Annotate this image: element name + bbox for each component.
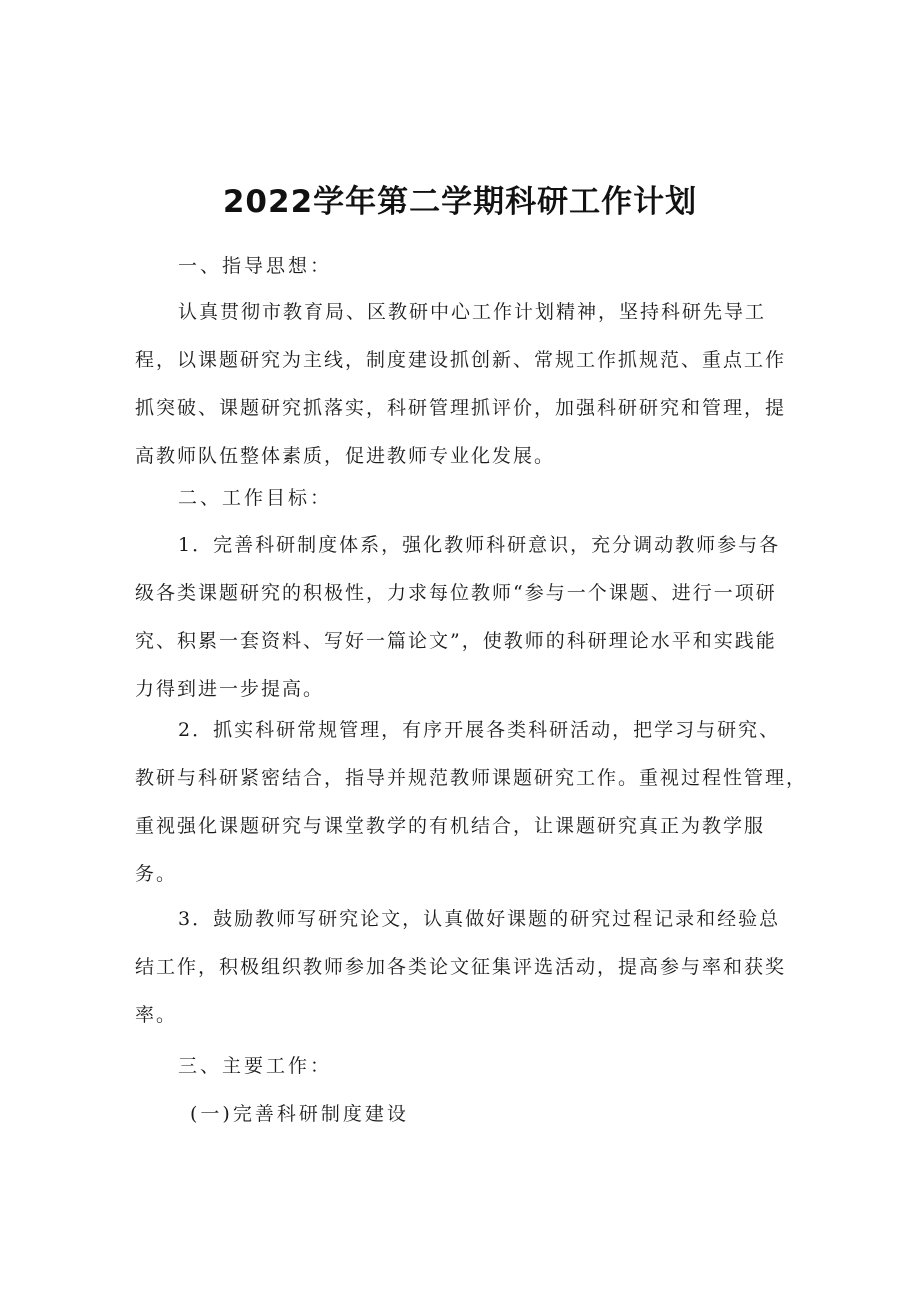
paragraph-line: 3．鼓励教师写研究论文，认真做好课题的研究过程记录和经验总: [178, 908, 781, 930]
section2-heading: 二、工作目标：: [178, 487, 333, 509]
page-title: 2022学年第二学期科研工作计划: [222, 184, 698, 220]
paragraph-line: 认真贯彻市教育局、区教研中心工作计划精神，坚持科研先导工: [178, 301, 767, 323]
paragraph-line: 2．抓实科研常规管理，有序开展各类科研活动，把学习与研究、: [178, 719, 781, 741]
paragraph-line: 力得到进一步提高。: [135, 678, 325, 700]
section3-heading: 三、主要工作：: [178, 1055, 333, 1077]
paragraph-line: 究、积累一套资料、写好一篇论文”，使教师的科研理论水平和实践能: [135, 630, 777, 652]
section1-paragraph: [135, 288, 795, 480]
paragraph-line: 率。: [135, 1004, 178, 1026]
goal1-paragraph: [135, 521, 795, 713]
paragraph-line: 重视强化课题研究与课堂教学的有机结合，让课题研究真正为教学服: [135, 815, 766, 837]
paragraph-line: 教研与科研紧密结合，指导并规范教师课题研究工作。重视过程性管理，: [135, 767, 808, 789]
paragraph-line: 级各类课题研究的积极性，力求每位教师“参与一个课题、进行一项研: [135, 582, 777, 604]
goal2-paragraph: [135, 706, 808, 898]
paragraph-line: 程，以课题研究为主线，制度建设抓创新、常规工作抓规范、重点工作: [135, 349, 787, 371]
subsection1-heading: (一)完善科研制度建设: [190, 1103, 409, 1125]
paragraph-line: 抓突破、课题研究抓落实，科研管理抓评价，加强科研研究和管理，提: [135, 397, 787, 419]
paragraph-line: 务。: [135, 863, 178, 885]
paragraph-line: 高教师队伍整体素质，促进教师专业化发展。: [135, 445, 556, 467]
paragraph-line: 1．完善科研制度体系，强化教师科研意识，充分调动教师参与各: [178, 534, 781, 556]
section1-heading: 一、指导思想：: [178, 255, 333, 277]
paragraph-line: 结工作，积极组织教师参加各类论文征集评选活动，提高参与率和获奖: [135, 956, 787, 978]
goal3-paragraph: [135, 895, 795, 1039]
